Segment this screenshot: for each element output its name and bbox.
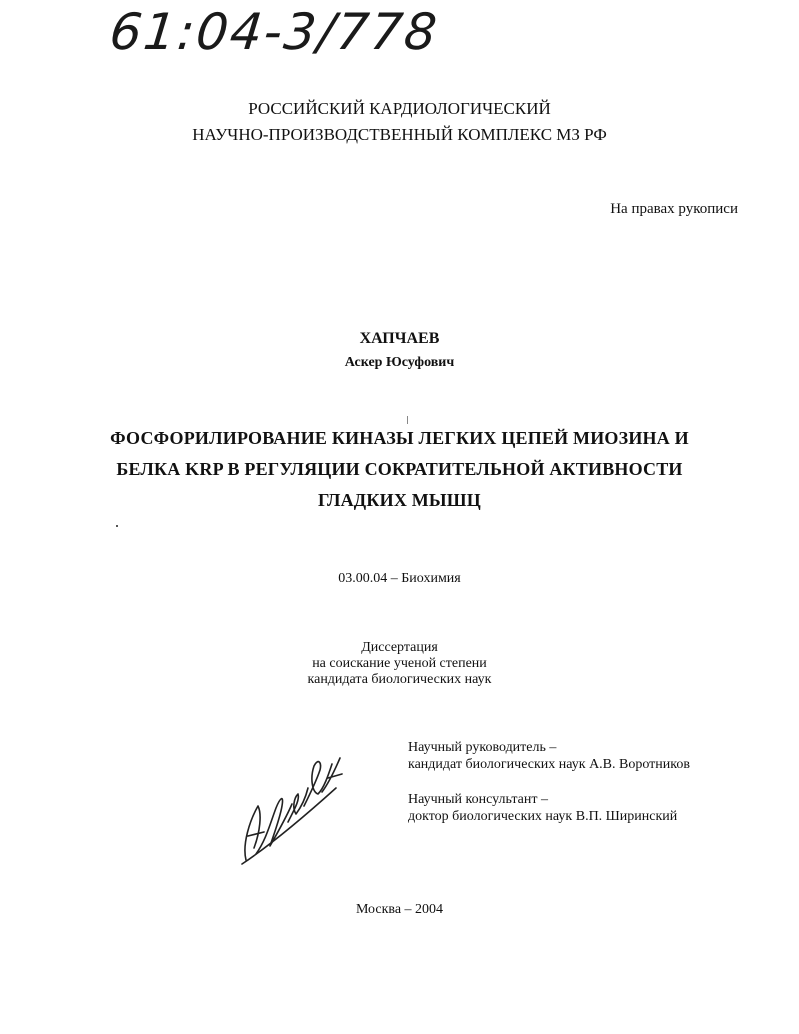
dissertation-title-line-1: ФОСФОРИЛИРОВАНИЕ КИНАЗЫ ЛЕГКИХ ЦЕПЕЙ МИОЗИНА И [110,428,689,448]
degree-line-2: кандидата биологических наук [307,672,492,687]
organization-line-2: НАУЧНО-ПРОИЗВОДСТВЕННЫЙ КОМПЛЕКС МЗ РФ [192,125,607,144]
dissertation-title-line-2: БЕЛКА KRP В РЕГУЛЯЦИИ СОКРАТИТЕЛЬНОЙ АКТИВНОСТИ [116,459,683,479]
degree-line-1: на соискание ученой степени [312,656,487,671]
scan-artifact [407,416,408,424]
city-and-year: Москва – 2004 [355,902,444,917]
handwritten-signature [236,748,346,866]
supervisor-name: кандидат биологических наук А.В. Воротников [408,757,690,772]
consultant-role: Научный консультант – [408,792,548,807]
handwritten-catalog-code: 61:04-3/778 [106,3,442,61]
author-surname: ХАПЧАЕВ [359,330,440,347]
dissertation-type: Диссертация [361,640,438,655]
supervisor-role: Научный руководитель – [408,740,557,755]
organization-line-1: РОССИЙСКИЙ КАРДИОЛОГИЧЕСКИЙ [248,99,551,118]
specialty-code: 03.00.04 – Биохимия [338,571,461,586]
rights-note: На правах рукописи [610,201,738,217]
scan-artifact [116,525,118,527]
dissertation-title-line-3: ГЛАДКИХ МЫШЦ [318,490,481,510]
consultant-name: доктор биологических наук В.П. Ширинский [408,809,678,824]
author-given-names: Аскер Юсуфович [344,355,455,370]
